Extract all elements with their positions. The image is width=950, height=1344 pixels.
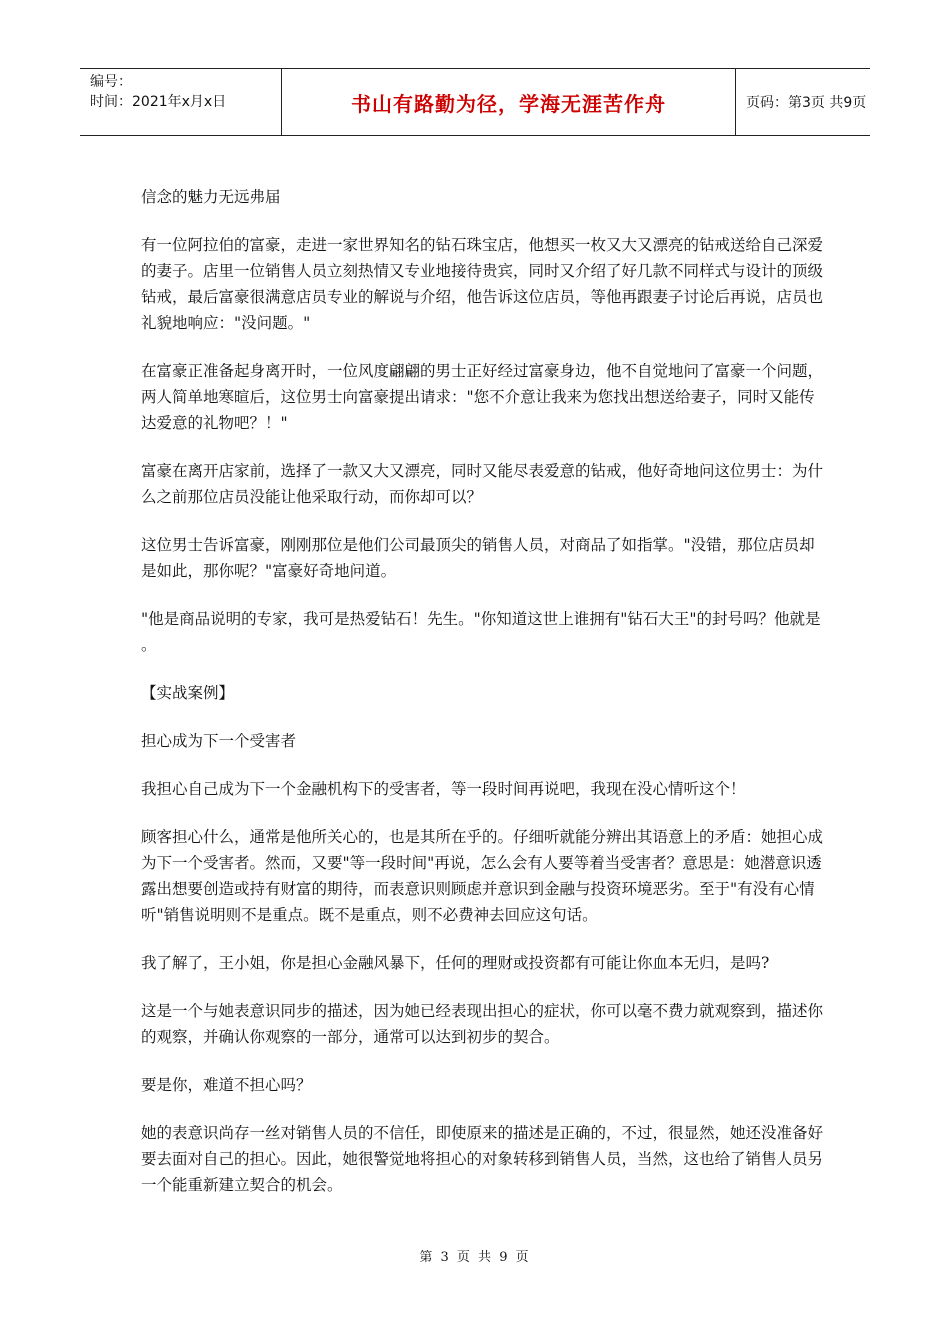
paragraph: "他是商品说明的专家，我可是热爱钻石！先生。"你知道这世上谁拥有"钻石大王"的封号吗？他就是 。 — [141, 610, 821, 654]
header-left-cell — [80, 69, 282, 135]
header-motto: 书山有路勤为径，学海无涯苦作舟 — [282, 69, 736, 135]
paragraph: 她的表意识尚存一丝对销售人员的不信任，即使原来的描述是正确的，不过，很显然，她还没准备好要去面对自己的担心。因此，她很警觉地将担心的对象转移到销售人员，当然，这也给了销售人员另一个能重新建立契合的机会。 — [141, 1124, 824, 1194]
paragraph: 这是一个与她表意识同步的描述，因为她已经表现出担心的症状，你可以毫不费力就观察到，描述你的观察，并确认你观察的一部分，通常可以达到初步的契合。 — [141, 1002, 824, 1046]
document-number-label: 编号： — [90, 74, 132, 90]
paragraph: 顾客担心什么，通常是他所关心的，也是其所在乎的。仔细听就能分辨出其语意上的矛盾：她担心成为下一个受害者。然而，又要"等一段时间"再说，怎么会有人要等着当受害者？意思是：她潜意识透露出想要创造或持有财富的期待，而表意识则顾虑并意识到金融与投资环境恶劣。至于"有没有心情听"销售说明则不是重点。既不是重点，则不必费神去回应这句话。 — [141, 828, 824, 924]
paragraph: 我了解了，王小姐，你是担心金融风暴下，任何的理财或投资都有可能让你血本无归，是吗? — [141, 954, 770, 972]
page-footer: 第 3 页 共 9 页 — [419, 1250, 531, 1265]
page-header — [80, 68, 870, 136]
document-body — [141, 184, 829, 1220]
section-heading: 【实战案例】 — [141, 684, 235, 702]
document-date: 时间：2021年x月x日 — [90, 94, 227, 110]
paragraph: 有一位阿拉伯的富豪，走进一家世界知名的钻石珠宝店，他想买一枚又大又漂亮的钻戒送给自己深爱的妻子。店里一位销售人员立刻热情又专业地接待贵宾，同时又介绍了好几款不同样式与设计的顶级钻戒，最后富豪很满意店员专业的解说与介绍，他告诉这位店员，等他再跟妻子讨论后再说，店员也礼貌地响应："没问题。" — [141, 236, 824, 332]
paragraph: 富豪在离开店家前，选择了一款又大又漂亮，同时又能尽表爱意的钻戒，他好奇地问这位男士：为什么之前那位店员没能让他采取行动，而你却可以？ — [141, 462, 824, 506]
paragraph: 这位男士告诉富豪，刚刚那位是他们公司最顶尖的销售人员，对商品了如指掌。"没错，那位店员却是如此，那你呢？"富豪好奇地问道。 — [141, 536, 815, 580]
header-page-info: 页码：第3页 共9页 — [746, 95, 867, 111]
paragraph: 在富豪正准备起身离开时，一位风度翩翩的男士正好经过富豪身边，他不自觉地问了富豪一个问题，两人简单地寒暄后，这位男士向富豪提出请求："您不介意让我来为您找出想送给妻子，同时又能传达爱意的礼物吧？！" — [141, 362, 824, 432]
paragraph: 要是你，难道不担心吗？ — [141, 1076, 312, 1094]
paragraph: 我担心自己成为下一个金融机构下的受害者，等一段时间再说吧，我现在没心情听这个！ — [141, 780, 746, 798]
section-title: 信念的魅力无远弗届 — [141, 188, 281, 206]
case-title: 担心成为下一个受害者 — [141, 732, 297, 750]
